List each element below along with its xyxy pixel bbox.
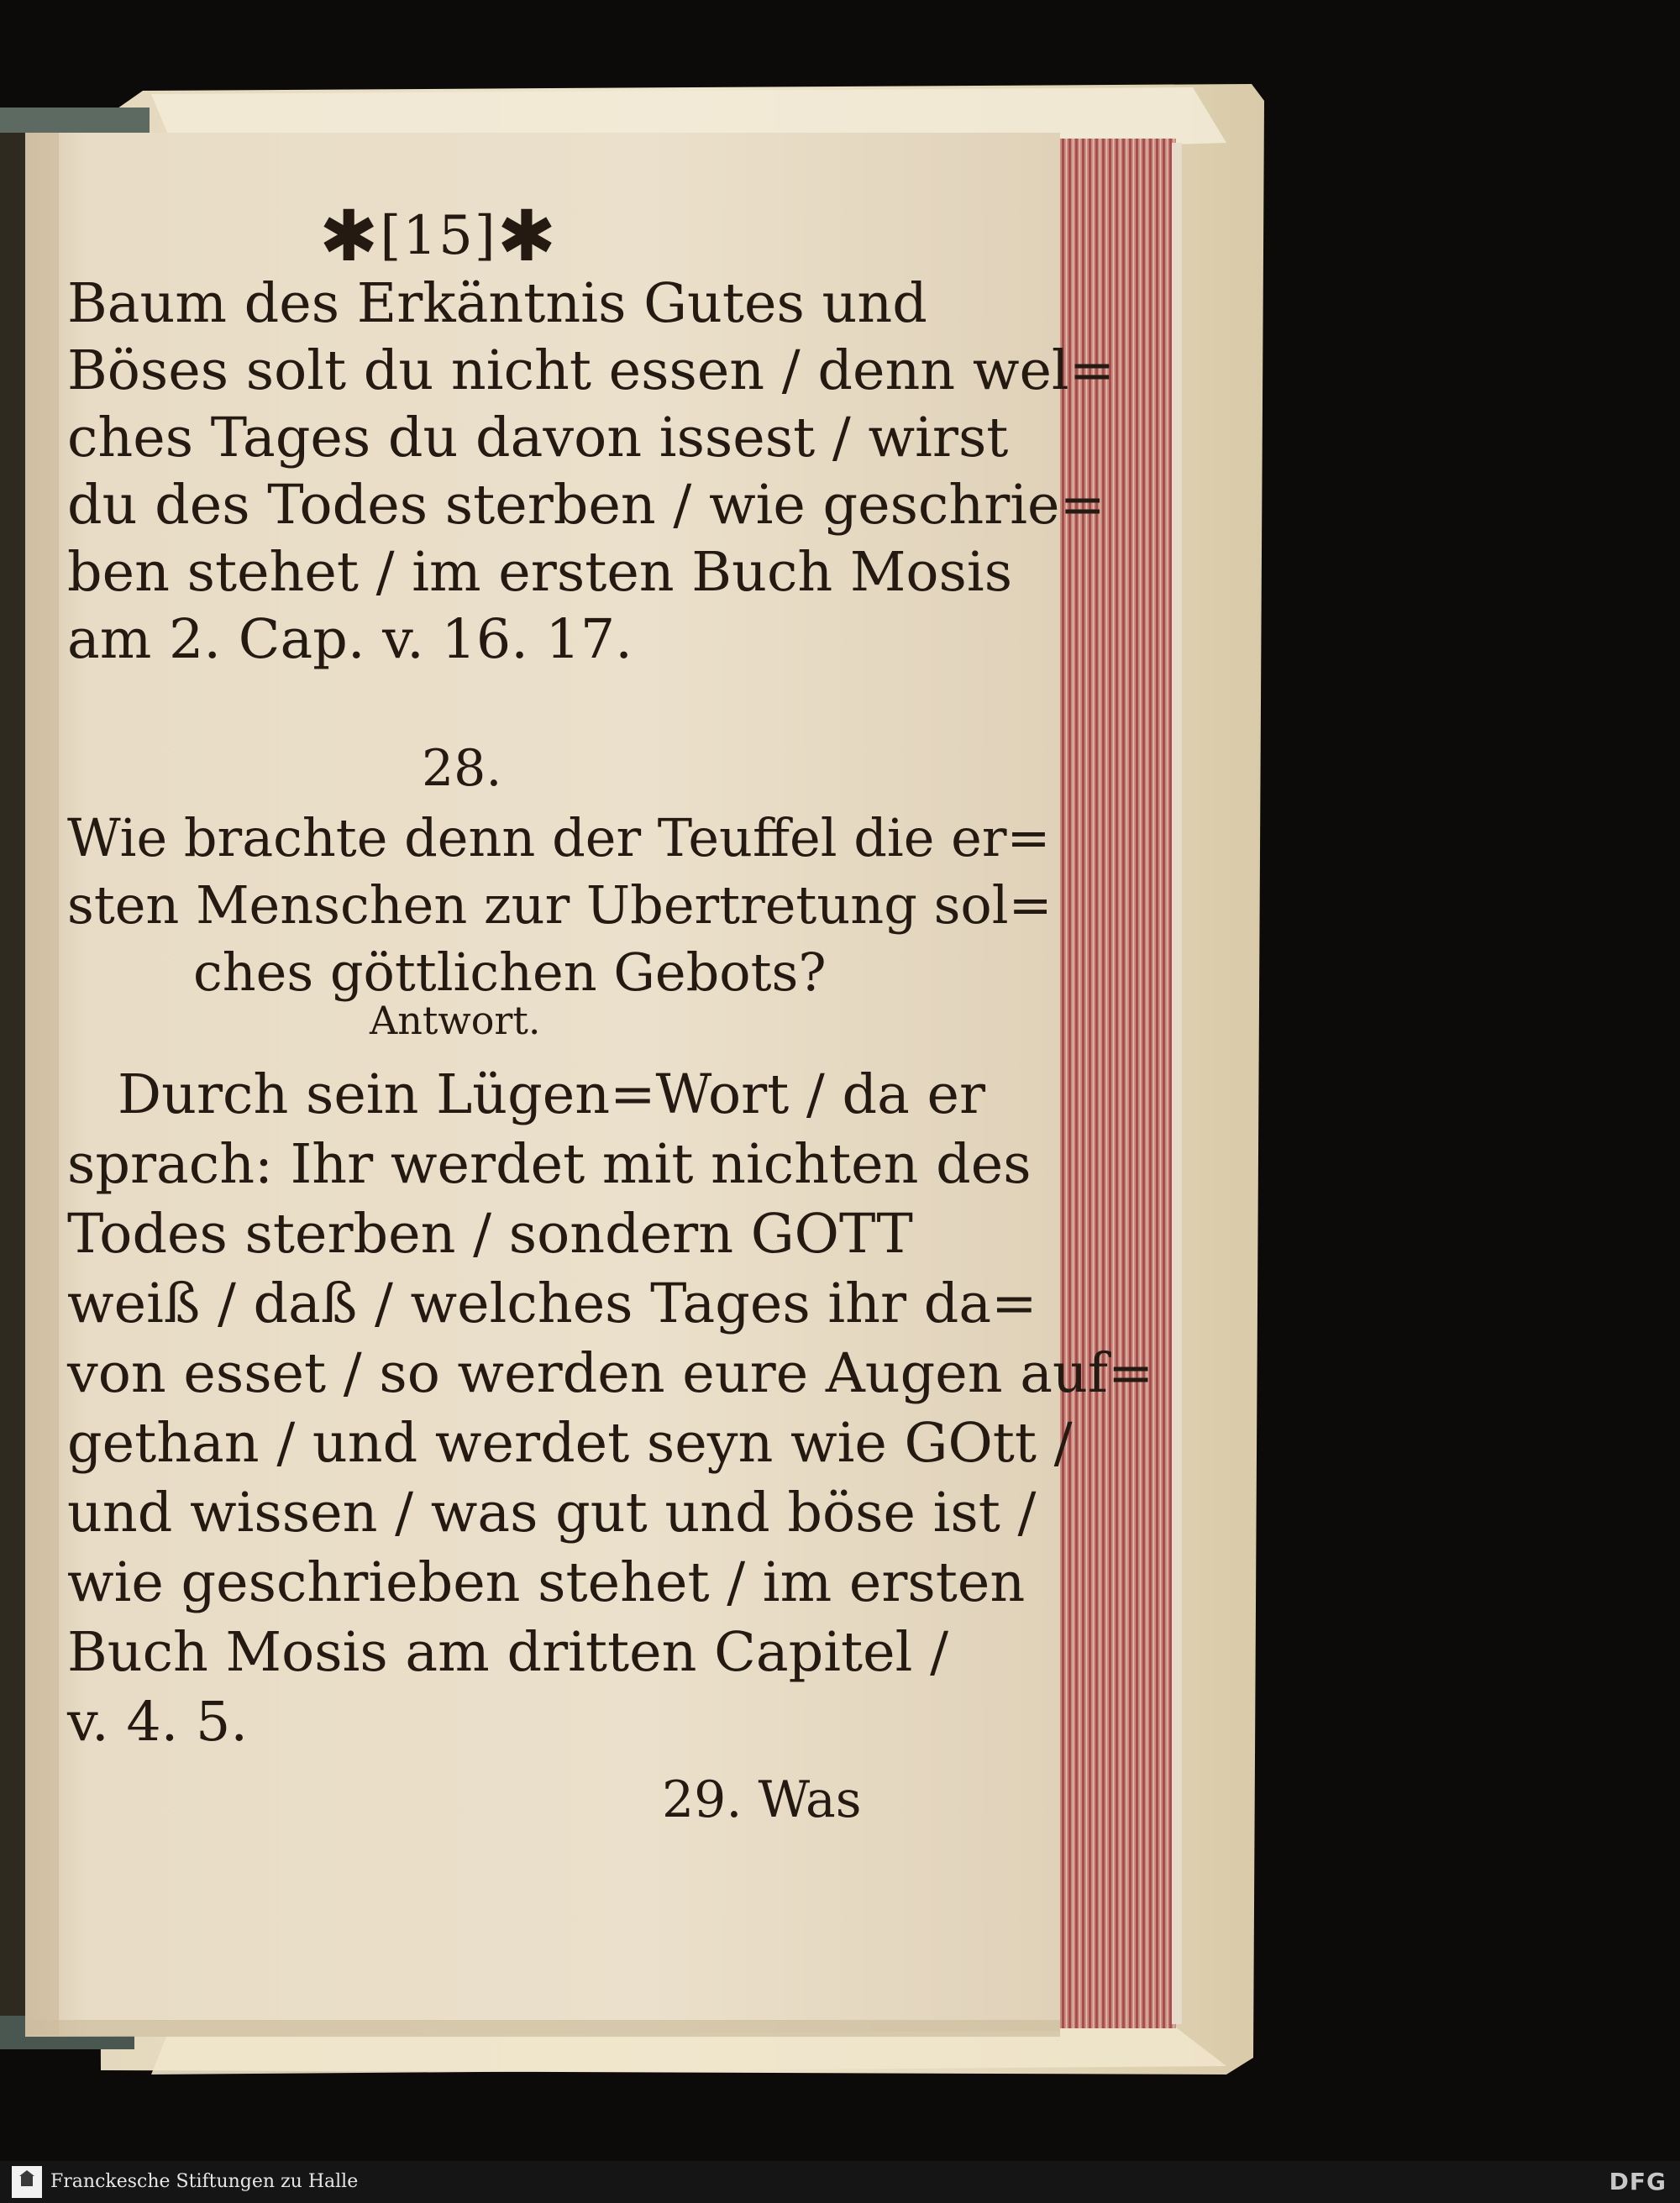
text-line: gethan / und werdet seyn wie GOtt /	[67, 1412, 1073, 1475]
asterisk-ornament-left: ✱	[319, 195, 381, 277]
text-line: weiß / daß / welches Tages ihr da=	[67, 1272, 1037, 1335]
text-line: ben stehet / im ersten Buch Mosis	[67, 541, 1013, 604]
viewer-footer	[0, 2161, 1680, 2203]
question-line: ches göttlichen Gebots?	[193, 942, 827, 1003]
question-number: 28.	[422, 739, 502, 798]
text-line: wie geschrieben stehet / im ersten	[67, 1551, 1026, 1614]
marbled-endpaper	[0, 108, 150, 133]
institution-name: Franckesche Stiftungen zu Halle	[50, 2171, 359, 2192]
text-line: am 2. Cap. v. 16. 17.	[67, 608, 633, 671]
building-icon	[18, 2169, 35, 2188]
page-number-label: [15]	[380, 205, 497, 267]
page-edges	[1050, 139, 1176, 2028]
text-line: Durch sein Lügen=Wort / da er	[118, 1063, 986, 1126]
text-line: Todes sterben / sondern GOTT	[67, 1203, 913, 1266]
question-line: sten Menschen zur Ubertretung sol=	[67, 874, 1053, 936]
answer-heading: Antwort.	[370, 998, 541, 1043]
dfg-logo: DFG	[1609, 2168, 1667, 2195]
text-line: Böses solt du nicht essen / denn wel=	[67, 339, 1116, 402]
asterisk-ornament-right: ✱	[496, 195, 559, 277]
question-line: Wie brachte denn der Teuffel die er=	[67, 807, 1051, 868]
page-number	[319, 195, 558, 277]
text-line: du des Todes sterben / wie geschrie=	[67, 474, 1105, 537]
text-line: Baum des Erkäntnis Gutes und	[67, 272, 927, 335]
catchword: 29. Was	[662, 1770, 862, 1829]
text-line: ches Tages du davon issest / wirst	[67, 407, 1009, 469]
text-line: Buch Mosis am dritten Capitel /	[67, 1621, 948, 1684]
text-line: sprach: Ihr werdet mit nichten des	[67, 1133, 1032, 1196]
text-line: und wissen / was gut und böse ist /	[67, 1482, 1037, 1545]
text-line: v. 4. 5.	[67, 1691, 249, 1754]
text-line: von esset / so werden eure Augen auf=	[67, 1342, 1154, 1405]
franckesche-stiftungen-logo-icon	[12, 2166, 42, 2198]
